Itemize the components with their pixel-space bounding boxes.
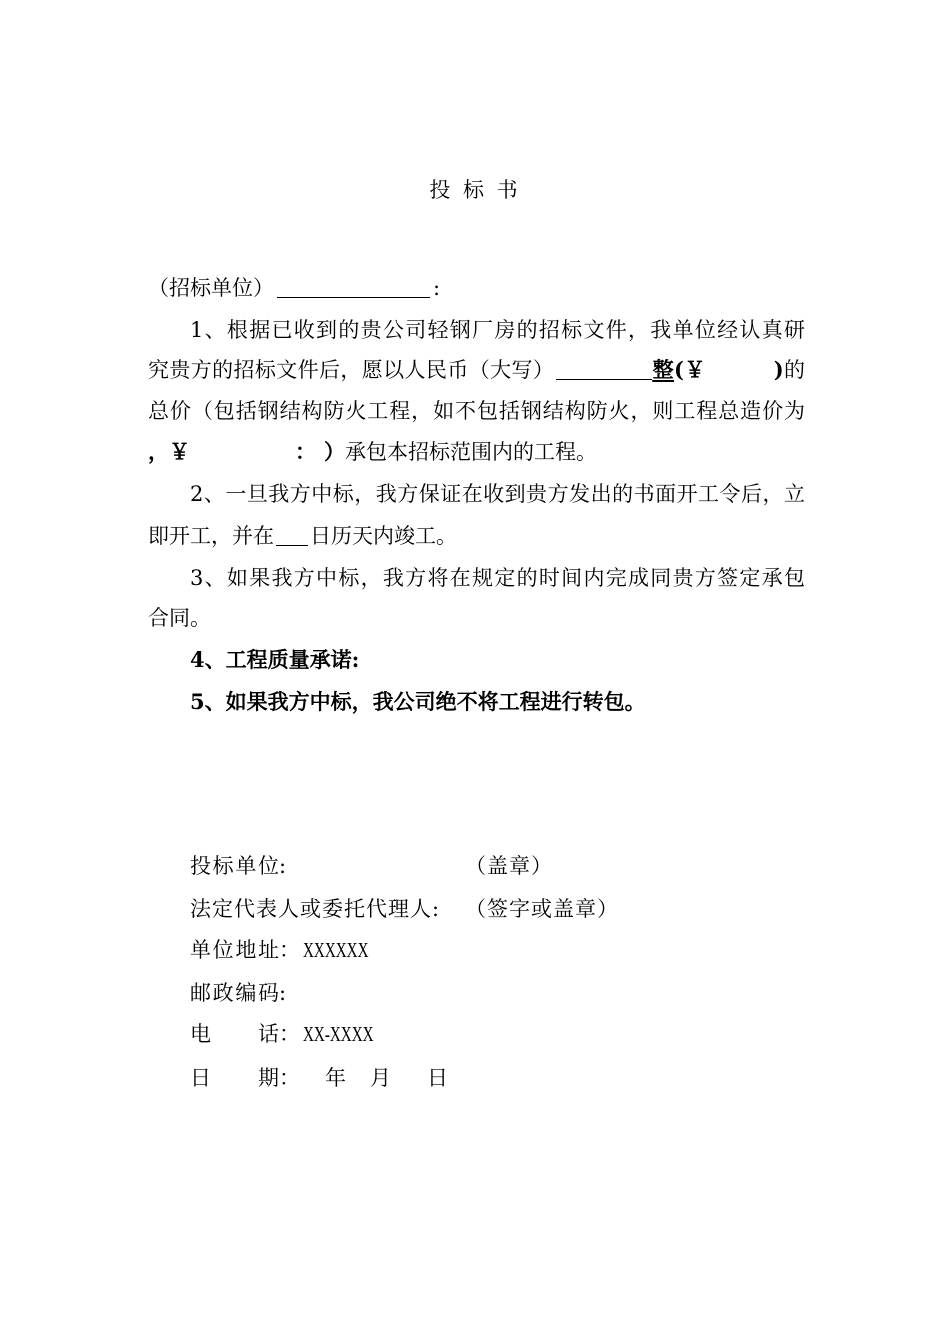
signature-representative-label: 法定代表人或委托代理人: — [190, 897, 441, 921]
signature-address-colon: ： — [279, 938, 301, 962]
paragraph-4-quality-commitment: 4、工程质量承诺: — [190, 647, 360, 672]
paragraph-1-line-4 — [148, 431, 805, 473]
amount-words-blank — [556, 379, 652, 380]
paragraph-3-line-1: 3、如果我方中标，我方将在规定的时间内完成同贵方签定承包 — [190, 566, 805, 590]
paragraph-5-no-subcontract: 5、如果我方中标，我公司绝不将工程进行转包。 — [190, 689, 646, 714]
signature-date-colon: ： — [279, 1066, 301, 1090]
amount-text: 究贵方的招标文件后，愿以人民币（大写） — [148, 358, 555, 382]
signature-representative-note: （签字或盖章） — [465, 897, 619, 921]
days-after: 日历天内竣工。 — [310, 524, 457, 548]
signature-postcode-row — [190, 972, 287, 1014]
signature-postcode-label: 邮政编码 — [190, 981, 279, 1005]
signature-address-label: 单位地址 — [190, 938, 279, 962]
signature-phone-label: 电话 — [190, 1022, 279, 1046]
paragraph-2-line-1: 2、一旦我方中标，我方保证在收到贵方发出的书面开工令后，立 — [190, 482, 805, 506]
days-before: 即开工，并在 — [148, 524, 274, 548]
paragraph-1-line-3: 总价（包括钢结构防火工程，如不包括钢结构防火，则工程总造价为 — [148, 399, 805, 423]
signature-bidder-row — [190, 845, 287, 887]
amount-whole-char: 整 — [652, 357, 674, 382]
paragraph-1-line-1: 1、根据已收到的贵公司轻钢厂房的招标文件，我单位经认真研 — [190, 318, 805, 342]
total-colon: ： — [295, 439, 316, 464]
total-suffix: 承包本招标范围内的工程。 — [345, 440, 597, 464]
amount-figure-close: ) — [773, 357, 784, 382]
addressee-blank — [277, 297, 430, 298]
paragraph-1-line-2 — [148, 349, 805, 391]
signature-date-row — [190, 1057, 449, 1099]
signature-bidder-label: 投标单位 — [190, 854, 279, 878]
signature-address-row — [190, 929, 394, 971]
total-currency: ，￥ — [148, 439, 190, 464]
total-close: ） — [324, 439, 345, 464]
amount-suffix: 的 — [783, 358, 806, 382]
signature-bidder-colon: : — [279, 854, 288, 878]
paragraph-3-line-2: 合同。 — [148, 606, 211, 630]
signature-date-month: 月 — [370, 1066, 392, 1090]
signature-date-year: 年 — [325, 1066, 347, 1090]
amount-figure-open: (￥ — [674, 357, 706, 382]
days-blank — [276, 545, 308, 546]
signature-bidder-seal-note: （盖章） — [465, 854, 553, 878]
addressee-colon: : — [433, 276, 441, 300]
signature-address-value: XXXXXX — [303, 938, 369, 962]
signature-date-label: 日期 — [190, 1066, 279, 1090]
document-title: 投 标 书 — [429, 178, 521, 202]
addressee-label: （招标单位） — [148, 276, 274, 300]
signature-postcode-colon: : — [279, 981, 288, 1005]
signature-phone-colon: ： — [279, 1022, 301, 1046]
paragraph-2-line-2 — [148, 515, 805, 557]
addressee-line — [148, 267, 805, 309]
signature-phone-value: XX-XXXX — [303, 1022, 374, 1046]
signature-date-day: 日 — [427, 1066, 449, 1090]
signature-phone-row — [190, 1013, 401, 1055]
